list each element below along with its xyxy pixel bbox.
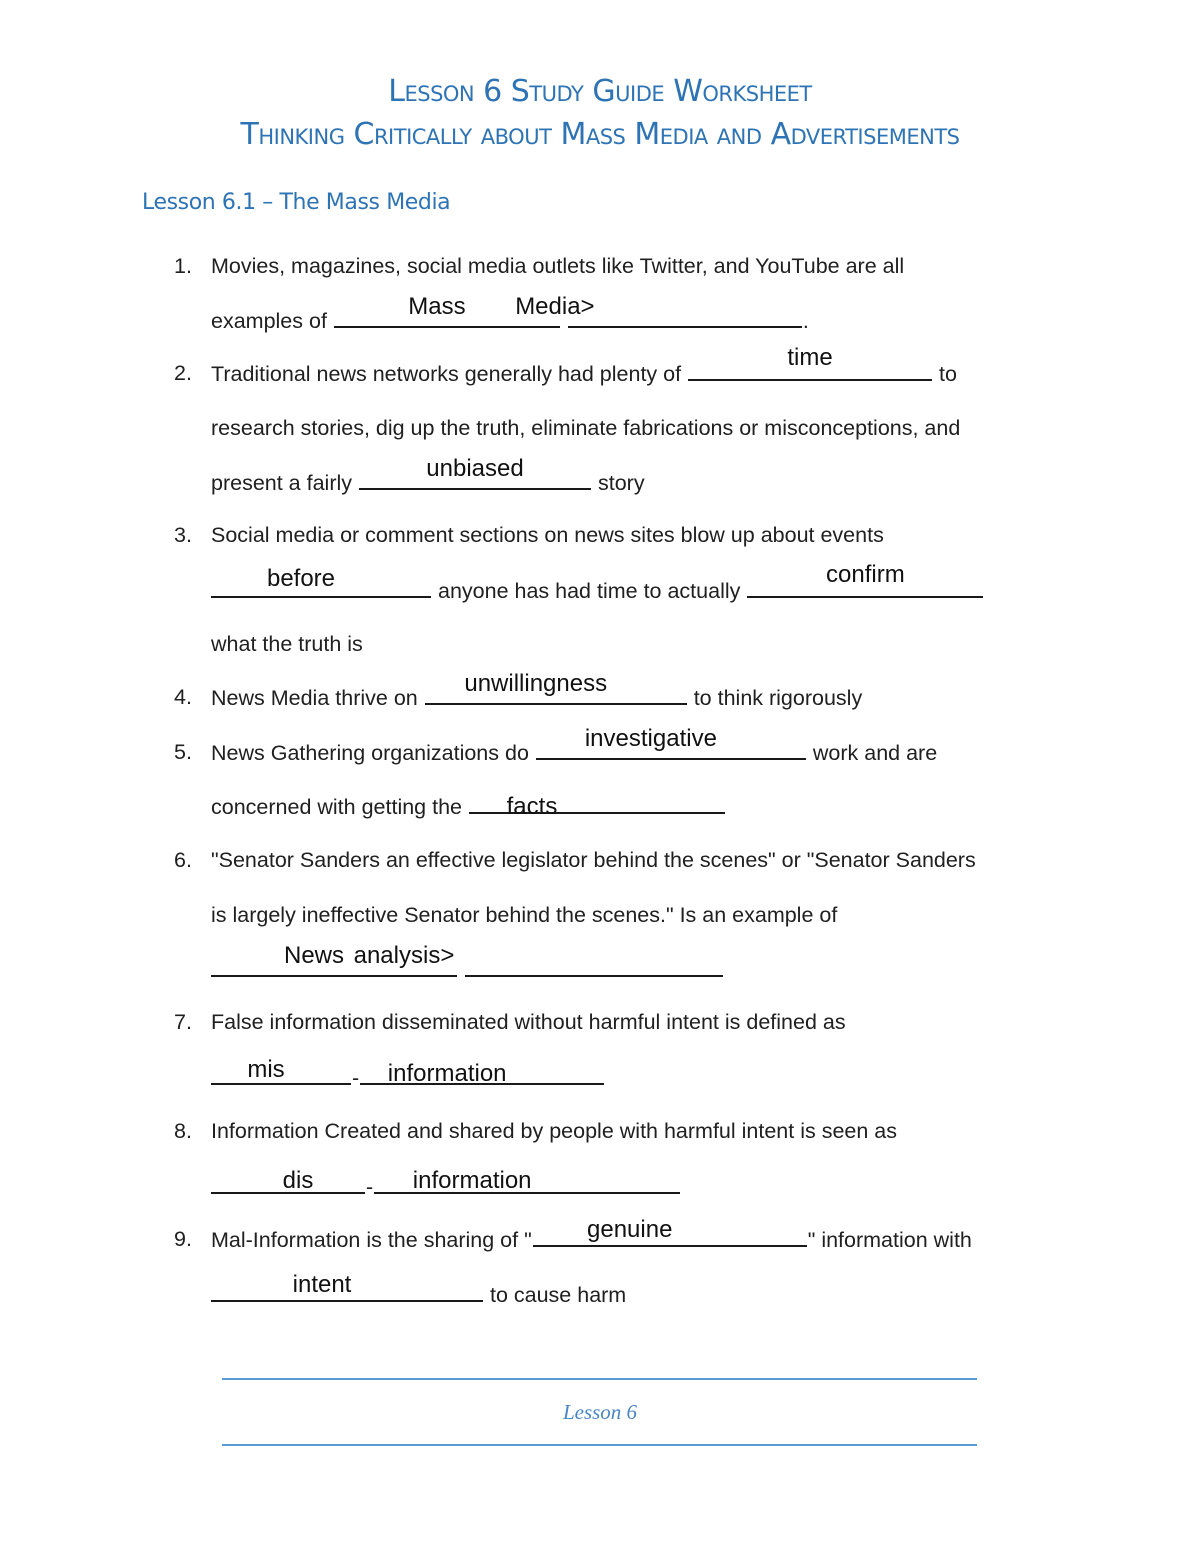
question-1-line-2 — [211, 293, 809, 334]
footer-rule-bottom — [222, 1444, 977, 1446]
footer-label: Lesson 6 — [562, 1400, 638, 1424]
q1-period: . — [802, 309, 809, 333]
q9-answer-1: genuine — [587, 1216, 673, 1243]
q7-blank-2[interactable] — [360, 1060, 604, 1087]
question-2-line-1 — [211, 344, 957, 387]
q5-answer-2: facts — [506, 793, 558, 820]
q1-answer-2: Media> — [515, 293, 595, 320]
q9-blank-1[interactable] — [533, 1216, 807, 1247]
question-3-line-1: Social media or comment sections on news sites blow up about events — [211, 523, 884, 547]
question-8-line-2 — [211, 1167, 681, 1200]
q7-answer-2: information — [387, 1060, 507, 1087]
q9-text: Mal-Information is the sharing of " — [211, 1228, 532, 1252]
q2-text-end: to — [939, 362, 957, 386]
q8-answer-2: information — [412, 1167, 532, 1194]
question-number: 9. — [174, 1227, 192, 1251]
question-number: 7. — [174, 1010, 192, 1034]
question-number: 4. — [174, 685, 192, 709]
q2-text-3: story — [597, 471, 645, 495]
q4-answer: unwillingness — [464, 670, 608, 697]
question-number: 6. — [174, 848, 192, 872]
q3-answer-2: confirm — [826, 561, 905, 588]
question-5-line-1 — [211, 725, 938, 766]
q8-blank-2[interactable] — [374, 1167, 680, 1194]
question-3-line-2 — [211, 561, 984, 604]
question-1-line-1: Movies, magazines, social media outlets like Twitter, and YouTube are all — [211, 254, 905, 278]
question-6-line-1: "Senator Sanders an effective legislator behind the scenes" or "Senator Sanders — [211, 848, 976, 872]
q7-hyphen: - — [352, 1066, 360, 1090]
q6-answer-1: News — [283, 942, 344, 969]
question-9-line-1 — [211, 1216, 972, 1253]
question-8-line-1: Information Created and shared by people with harmful intent is seen as — [211, 1119, 898, 1143]
q5-text: News Gathering organizations do — [211, 741, 529, 765]
q1-text: examples of — [211, 309, 327, 333]
q4-text: News Media thrive on — [211, 686, 418, 710]
q8-answer-1: dis — [282, 1167, 314, 1194]
question-number: 5. — [174, 740, 192, 764]
q5-text-2: concerned with getting the — [211, 795, 462, 819]
q2-text-2: present a fairly — [211, 471, 353, 495]
q2-answer-2: unbiased — [426, 455, 524, 482]
question-5-line-2 — [211, 792, 726, 820]
footer-rule-top — [222, 1378, 977, 1380]
q3-text: anyone has had time to actually — [437, 579, 741, 603]
question-number: 2. — [174, 361, 192, 385]
q9-answer-2: intent — [292, 1271, 352, 1298]
q3-blank-2[interactable] — [747, 561, 983, 598]
q1-blank-2[interactable] — [515, 293, 802, 328]
q6-answer-2: analysis> — [353, 942, 455, 969]
question-number: 3. — [174, 523, 192, 547]
q4-blank[interactable] — [425, 670, 687, 705]
q3-answer-1: before — [266, 565, 336, 592]
q1-answer-1: Mass — [408, 293, 466, 320]
question-4-line-1 — [211, 670, 863, 711]
section-heading: Lesson 6.1 – The Mass Media — [142, 190, 451, 215]
q5-blank-2[interactable] — [469, 792, 725, 820]
question-number: 8. — [174, 1119, 192, 1143]
q2-blank-1[interactable] — [688, 344, 932, 381]
q2-answer-1: time — [787, 344, 833, 371]
question-9-line-2 — [211, 1271, 627, 1308]
q5-answer-1: investigative — [584, 725, 717, 752]
q2-text: Traditional news networks generally had plenty of — [211, 362, 682, 386]
q9-text-2: to cause harm — [489, 1283, 627, 1307]
worksheet-title: Lesson 6 Study Guide Worksheet — [388, 74, 812, 109]
question-2-line-3 — [211, 455, 645, 496]
question-6-line-3 — [211, 942, 724, 983]
question-7-line-1: False information disseminated without harmful intent is defined as — [211, 1010, 846, 1034]
q4-text-end: to think rigorously — [693, 686, 863, 710]
worksheet-subtitle: Thinking Critically about Mass Media and Advertisements — [240, 117, 960, 152]
q6-blank-2[interactable] — [353, 942, 723, 977]
question-7-line-2 — [211, 1056, 605, 1091]
q3-blank-1[interactable] — [211, 565, 431, 598]
q5-blank-1[interactable] — [536, 725, 806, 760]
question-2-line-2: research stories, dig up the truth, eliminate fabrications or misconceptions, and — [211, 416, 961, 440]
question-3-line-3: what the truth is — [211, 632, 363, 656]
q9-text-end: " information with — [807, 1228, 972, 1252]
question-6-line-2: is largely ineffective Senator behind the scenes." Is an example of — [211, 903, 838, 927]
q9-blank-2[interactable] — [211, 1271, 483, 1302]
q7-answer-1: mis — [247, 1056, 285, 1083]
question-number: 1. — [174, 254, 192, 278]
q5-text-end: work and are — [812, 741, 938, 765]
q8-hyphen: - — [366, 1175, 374, 1199]
q2-blank-2[interactable] — [359, 455, 591, 490]
